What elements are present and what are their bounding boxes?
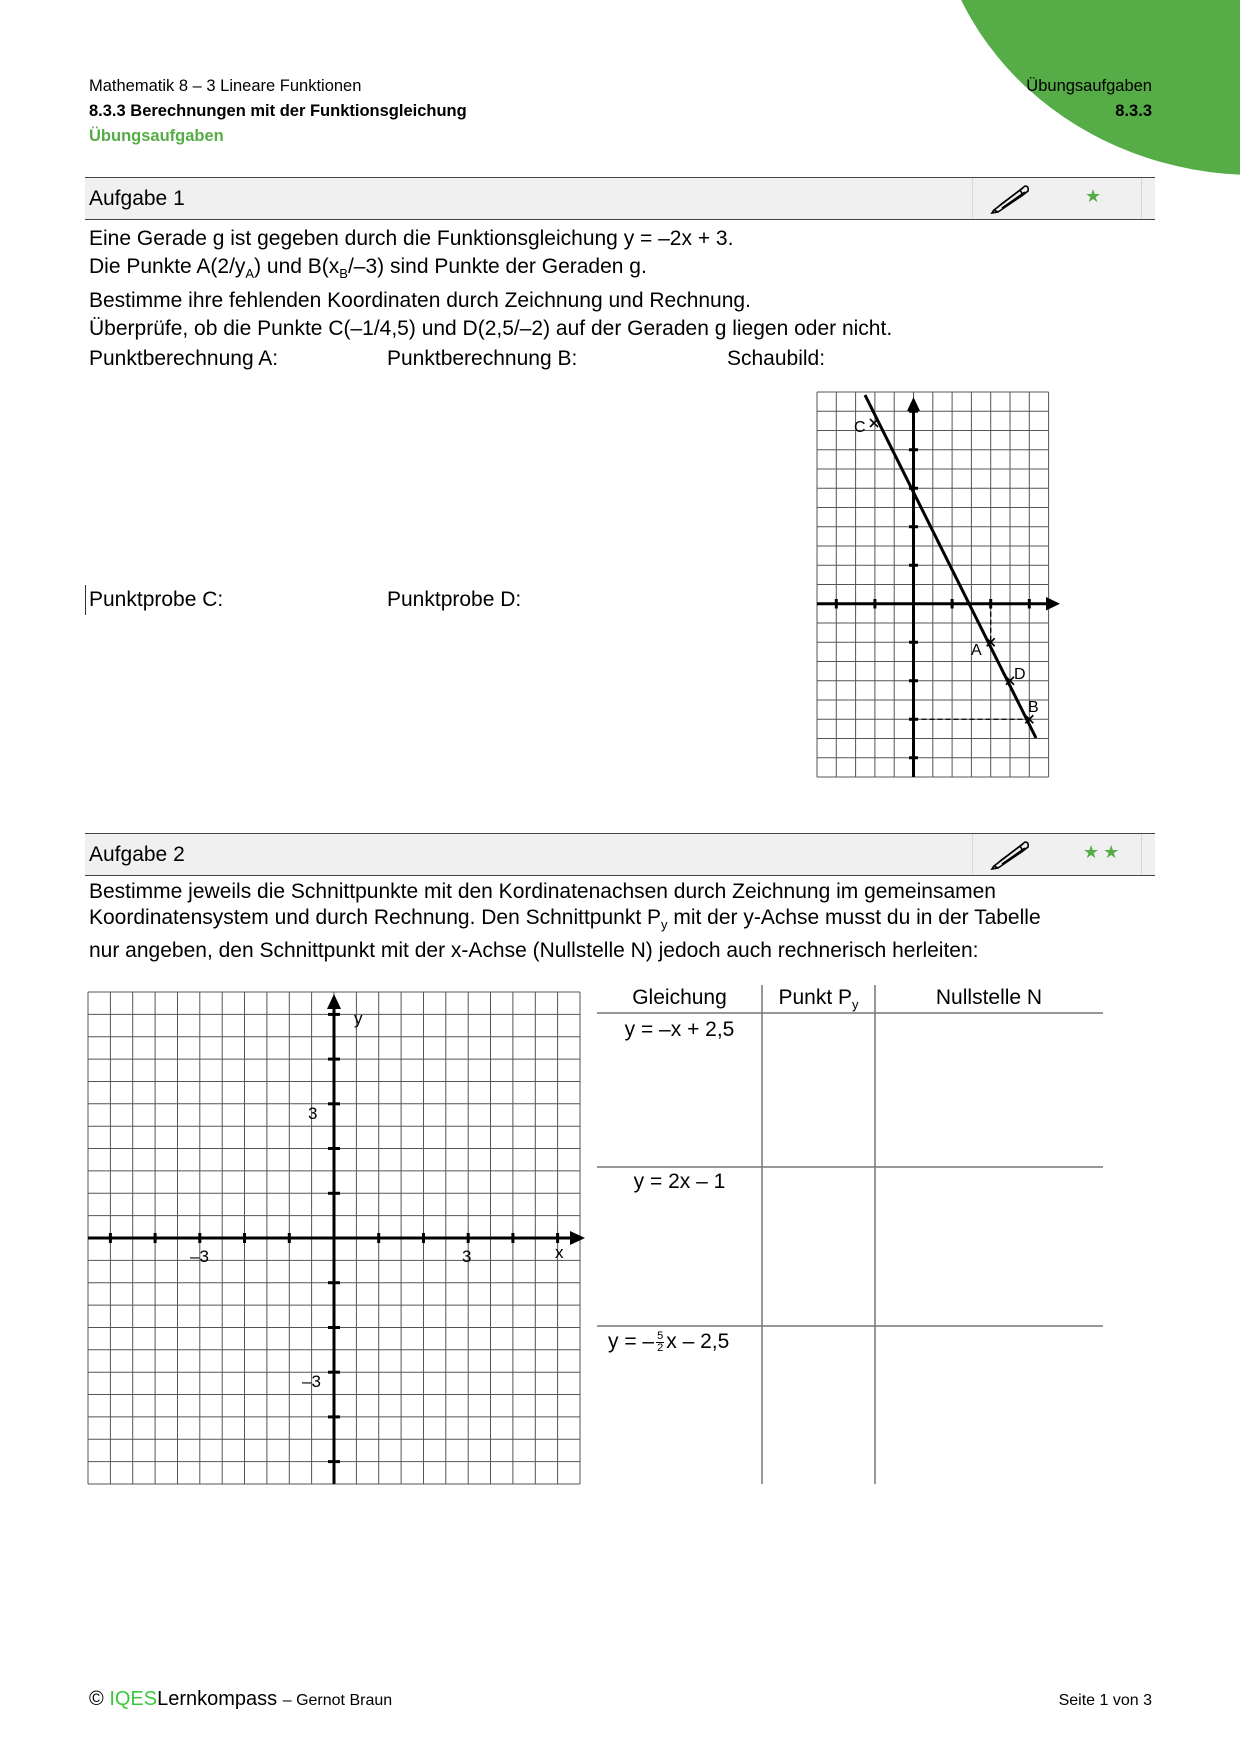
divider: [1141, 834, 1142, 875]
task2-line: Bestimme jeweils die Schnittpunkte mit den Kordinatenachsen durch Zeichnung im gemeinsamen: [89, 880, 996, 903]
pencil-icon: [990, 838, 1030, 870]
divider: [972, 178, 973, 219]
task2-text: [89, 879, 1041, 964]
label-check-d: Punktprobe D:: [387, 588, 522, 611]
task1-header: [85, 177, 1155, 220]
task1-line: Bestimme ihre fehlenden Koordinaten durch Zeichnung und Rechnung.: [89, 289, 751, 313]
header-right-label: Übungsaufgaben: [1026, 77, 1152, 95]
header-right-number: 8.3.3: [1115, 102, 1152, 120]
point-label-c: C: [854, 419, 866, 436]
point-label-b: B: [1028, 699, 1039, 716]
task1-line: Die Punkte $A(2/y_A)$ und $B(x_B/-3)$ sind Punkte der Geraden g.: [89, 254, 647, 281]
point-label-d: D: [1014, 666, 1026, 683]
label-graph: Schaubild:: [727, 347, 826, 370]
column-header-py: Punkt $P_y$: [778, 986, 859, 1013]
table-row-equation: y = 2x – 1: [633, 1170, 726, 1193]
x-tick-3: 3: [462, 1247, 472, 1266]
text-cursor: [85, 585, 86, 615]
label-check-c: Punktprobe C:: [89, 588, 224, 611]
task2-title: Aufgabe 2: [89, 843, 185, 866]
difficulty-stars: ★: [1085, 186, 1106, 206]
task1-line: Eine Gerade g ist gegeben durch die Funktionsgleichung y = –2x + 3.: [89, 227, 734, 250]
y-tick-neg3: –3: [302, 1372, 321, 1391]
y-tick-3: 3: [308, 1104, 318, 1123]
divider: [1141, 178, 1142, 219]
pencil-icon: [990, 182, 1030, 214]
footer-brand: © IQESLernkompass – Gernot Braun: [89, 1688, 393, 1710]
task1-title: Aufgabe 1: [89, 187, 185, 210]
column-header-equation: Gleichung: [632, 986, 727, 1009]
difficulty-stars: ★★: [1083, 842, 1124, 862]
x-axis-label: x: [555, 1243, 564, 1262]
column-header-zero: Nullstelle N: [935, 986, 1043, 1009]
course-title: Mathematik 8 – 3 Lineare Funktionen: [89, 77, 362, 95]
section-title: 8.3.3 Berechnungen mit der Funktionsgleichung: [89, 102, 467, 120]
task2-line: Koordinatensystem und durch Rechnung. Den Schnittpunkt $P_y$ mit der y-Achse musst du in der Tabelle: [89, 906, 1041, 933]
y-axis-label: y: [354, 1009, 363, 1028]
fraction: $\frac{5}{2}$: [657, 1329, 664, 1354]
copyright-icon: ©: [89, 1688, 104, 1710]
task2-header: [85, 833, 1155, 876]
task1-line: Überprüfe, ob die Punkte C(–1/4,5) und D(2,5/–2) auf der Geraden g liegen oder nicht.: [89, 316, 893, 340]
point-label-a: A: [971, 642, 982, 659]
section-subtitle: Übungsaufgaben: [89, 127, 224, 145]
footer-author: – Gernot Braun: [282, 1692, 393, 1709]
label-calc-a: Punktberechnung A:: [89, 347, 279, 370]
label-calc-b: Punktberechnung B:: [387, 347, 578, 370]
task2-line: nur angeben, den Schnittpunkt mit der x-Achse (Nullstelle N) jedoch auch rechnerisch herleiten:: [89, 939, 979, 963]
page-number: Seite 1 von 3: [1058, 1692, 1152, 1709]
table-row-equation: y = – $\frac{5}{2}$ x – 2,5: [608, 1329, 730, 1354]
divider: [972, 834, 973, 875]
equation-table-grid: [597, 985, 1107, 1485]
table-row-equation: y = –x + 2,5: [624, 1018, 735, 1041]
x-tick-neg3: –3: [190, 1247, 209, 1266]
graph-task1: [810, 385, 1060, 785]
graph-task2: [80, 985, 590, 1495]
task1-text: [89, 225, 892, 342]
